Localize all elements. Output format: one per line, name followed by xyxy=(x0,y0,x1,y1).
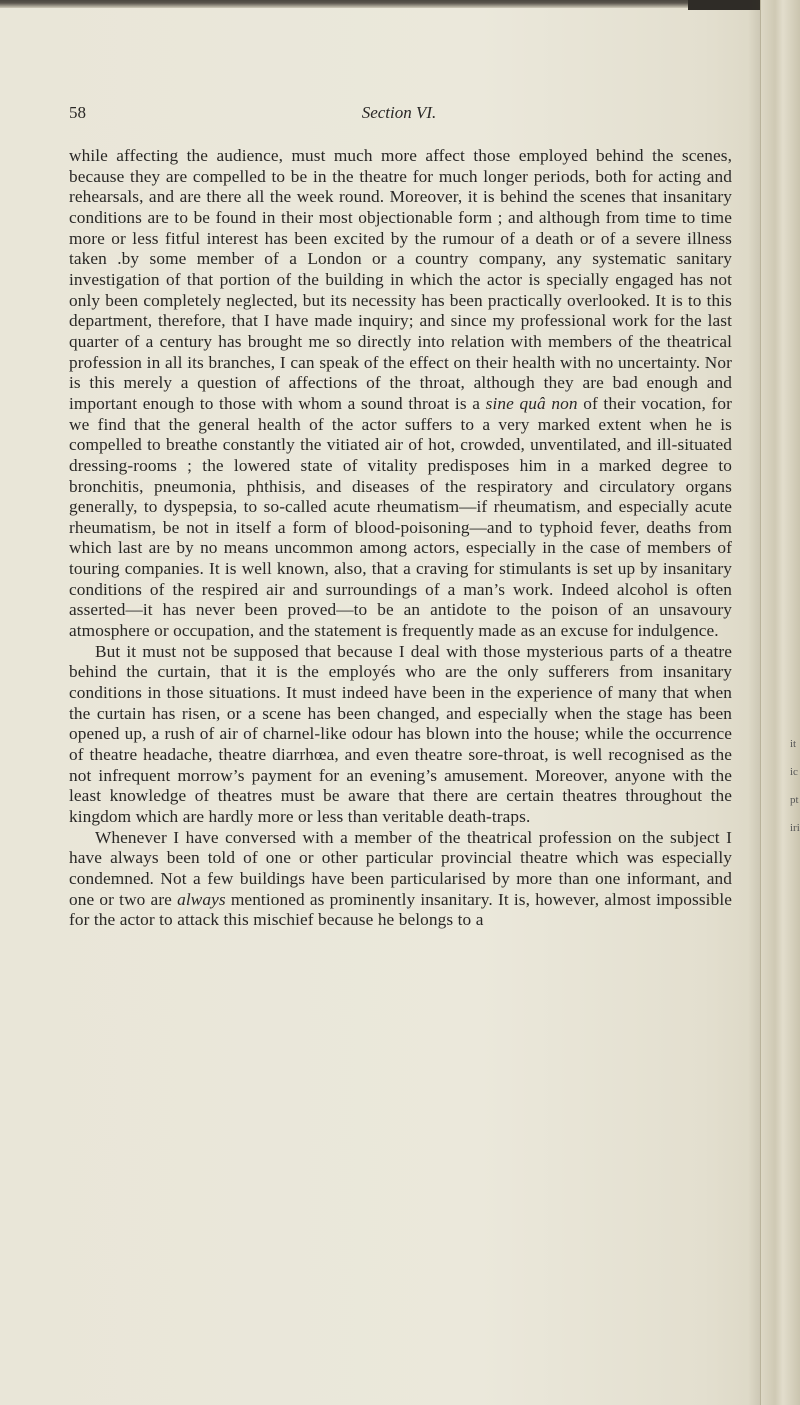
edge-fragment: it xyxy=(790,738,797,750)
top-edge-shadow xyxy=(0,0,800,8)
emphasis: always xyxy=(177,889,226,909)
edge-fragment: ic xyxy=(790,766,798,778)
paragraph-3: Whenever I have conversed with a member of the theatrical profession on the subject I have always been told of one or other particular provincial theatre which was especially condemned. Not a few buildings have been particularised by more than one informant, and one or two are always mentioned as prominently insanitary. It is, however, almost impossible for the actor to attack this mischief because he belongs to a xyxy=(69,827,732,930)
next-page-edge-text xyxy=(790,730,800,842)
paragraph-1: while affecting the audience, must much more affect those employed behind the scenes, because they are compelled to be in the theatre for much longer periods, both for acting and rehearsals, and are there all the week round. Moreover, it is behind the scenes that insanitary conditions are to be found in their most objectionable form ; and although from time to time more or less fitful interest has been excited by the rumour of a death or of a severe illness taken .by some member of a London or a country company, any systematic sanitary investigation of that portion of the building in which the actor is specially engaged has not only been completely neglected, but its necessity has been practically overlooked. It is to this department, therefore, that I have made inquiry; and since my professional work for the last quarter of a century has brought me so directly into relation with members of the theatrical profession in all its branches, I can speak of the effect on their health with no uncertainty. Nor is this merely a question of affections of the throat, although they are bad enough and important enough to those with whom a sound throat is a sine quâ non of their vocation, for we find that the general health of the actor suffers to a very marked extent when he is compelled to breathe constantly the vitiated air of hot, crowded, unventilated, and ill-situated dressing-rooms ; the lowered state of vitality predisposes him in a marked degree to bronchitis, pneumonia, phthisis, and diseases of the respiratory and circulatory organs generally, to dyspepsia, to so-called acute rheumatism—if rheumatism, and especially acute rheumatism, be not in itself a form of blood-poisoning—and to typhoid fever, deaths from which last are by no means uncommon among actors, especially in the case of members of touring companies. It is well known, also, that a craving for stimulants is set up by insanitary conditions of the respired air and surroundings of a man’s work. Indeed alcohol is often asserted—it has never been proved—to be an antidote to the poison of an unsavoury atmosphere or occupation, and the statement is frequently made as an excuse for indulgence. xyxy=(69,146,733,641)
running-head: Section VI. xyxy=(361,103,437,122)
body-text xyxy=(69,146,732,931)
edge-fragment: pt xyxy=(790,794,799,806)
paragraph-2: But it must not be supposed that because I deal with those mysterious parts of a theatre behind the curtain, that it is the employés who are the only sufferers from insanitary conditions in those situations. It must indeed have been in the experience of many that when the curtain has risen, or a scene has been changed, and especially when the stage has been opened up, a rush of air of charnel-like odour has blown into the house; while the occurrence of theatre headache, theatre diarrhœa, and even theatre sore-throat, is well recognised as the not infrequent morrow’s payment for an evening’s amusement. Moreover, anyone with the least knowledge of theatres must be aware that there are certain theatres throughout the kingdom which are hardly more or less than veritable death-traps. xyxy=(69,641,732,826)
page-header xyxy=(69,103,729,125)
latin-phrase: sine quâ non xyxy=(485,393,578,413)
page-number: 58 xyxy=(69,103,86,122)
next-page-edge xyxy=(760,0,800,1405)
edge-fragment: iri xyxy=(790,822,800,834)
